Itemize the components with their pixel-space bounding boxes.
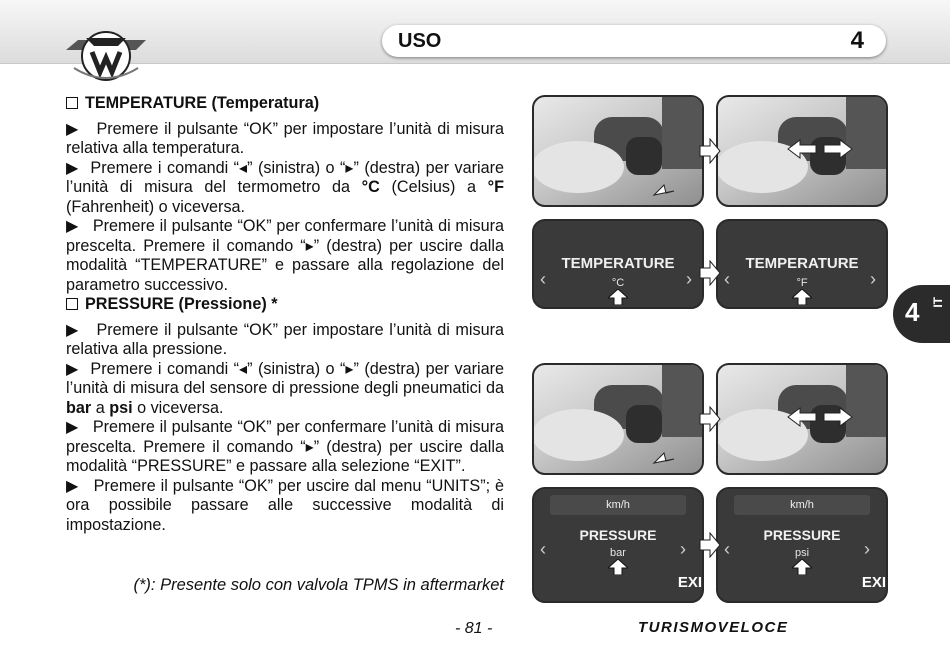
section-header [382, 25, 886, 57]
speed-unit-row: km/h [734, 495, 870, 515]
bullet-icon: ▶ [66, 320, 80, 339]
chapter-tab-language: IT [931, 297, 945, 308]
display-value: °F [796, 277, 808, 289]
temperature-heading: TEMPERATURE (Temperatura) [66, 94, 504, 114]
display-label: TEMPERATURE [745, 255, 859, 272]
speed-unit-row: km/h [550, 495, 686, 515]
display-value: psi [794, 547, 810, 559]
chevron-left-icon: ‹ [724, 539, 730, 559]
chevron-left-icon: ‹ [540, 539, 546, 559]
arrow-up-icon [792, 289, 812, 305]
handlebar-photo [532, 95, 704, 207]
bullet-icon: ▶ [66, 418, 79, 436]
exit-label: EXI [861, 574, 886, 591]
pressure-display-bar [532, 487, 704, 603]
chevron-left-icon: ‹ [540, 269, 546, 289]
chevron-right-icon: › [680, 539, 686, 559]
chevron-right-icon: › [864, 539, 870, 559]
handlebar-illustration [534, 97, 702, 205]
handlebar-illustration [718, 97, 886, 205]
pressure-display-psi [716, 487, 888, 603]
display-label: TEMPERATURE [561, 255, 675, 272]
arrow-up-icon [608, 559, 628, 575]
bullet-icon: ▶ [66, 359, 80, 378]
bullet-icon: ▶ [66, 119, 80, 138]
handlebar-photo [532, 363, 704, 475]
arrow-right-icon [699, 260, 721, 286]
section-title: USO [398, 30, 442, 52]
checkbox-square-icon [66, 298, 78, 310]
pressure-step-1: ▶ Premere il pulsante “OK” per impostare l’unità di misura relativa alla pressione. [66, 320, 504, 358]
body-text [66, 94, 504, 535]
pressure-step-2: ▶ Premere i comandi “◂” (sinistra) o “▸” (destra) per variare l’unità di misura del sensore di pressione degli pneumatici da bar a psi o viceversa. [66, 359, 505, 417]
chapter-tab [893, 285, 950, 343]
chevron-left-icon: ‹ [724, 269, 730, 289]
bullet-icon: ▶ [66, 217, 79, 235]
temperature-display-fahrenheit [716, 219, 888, 309]
temperature-step-2: ▶ Premere i comandi “◂” (sinistra) o “▸” (destra) per variare l’unità di misura del termometro da °C (Celsius) a °F (Fahrenheit) o viceversa. [66, 158, 505, 216]
pressure-step-3: ▶ Premere il pulsante “OK” per confermare l’unità di misura prescelta. Premere il comando “▸” (destra) per uscire dalla modalità “PRESSURE” e passare alla selezione “EXIT”. [66, 418, 505, 475]
handlebar-photo [716, 363, 888, 475]
checkbox-square-icon [66, 97, 78, 109]
temperature-step-3: ▶ Premere il pulsante “OK” per confermare l’unità di misura prescelta. Premere il comando “▸” (destra) per uscire dalla modalità “TEMPERATURE” e passare alla regolazione del parametro successivo. [66, 217, 505, 294]
brand-logo: TURISMOVELOCE [638, 619, 789, 636]
display-label: PRESSURE [579, 527, 657, 543]
display-value: °C [611, 277, 625, 289]
temperature-step-1: ▶ Premere il pulsante “OK” per impostare l’unità di misura relativa alla temperatura. [66, 119, 504, 157]
mv-agusta-logo-icon [58, 16, 154, 88]
arrow-right-icon [699, 138, 721, 164]
arrow-up-icon [792, 559, 812, 575]
temperature-display-celsius [532, 219, 704, 309]
display-label: PRESSURE [763, 527, 841, 543]
chevron-right-icon: › [686, 269, 692, 289]
arrow-right-icon [699, 406, 721, 432]
handlebar-illustration [534, 365, 702, 473]
exit-label: EXI [677, 574, 702, 591]
chevron-right-icon: › [870, 269, 876, 289]
bullet-icon: ▶ [66, 476, 79, 495]
handlebar-illustration [718, 365, 886, 473]
pressure-heading: PRESSURE (Pressione) * [66, 295, 504, 315]
arrow-up-icon [608, 289, 628, 305]
handlebar-photo [716, 95, 888, 207]
chapter-tab-number: 4 [905, 297, 920, 327]
page-number: - 81 - [455, 620, 493, 637]
pressure-step-4: ▶ Premere il pulsante “OK” per uscire dal menu “UNITS”; è ora possibile passare alle successive modalità di impostazione. [66, 476, 505, 534]
section-number: 4 [850, 27, 864, 54]
display-value: bar [610, 547, 626, 559]
footnote: (*): Presente solo con valvola TPMS in aftermarket [133, 576, 504, 594]
arrow-right-icon [699, 532, 721, 558]
bullet-icon: ▶ [66, 158, 80, 177]
